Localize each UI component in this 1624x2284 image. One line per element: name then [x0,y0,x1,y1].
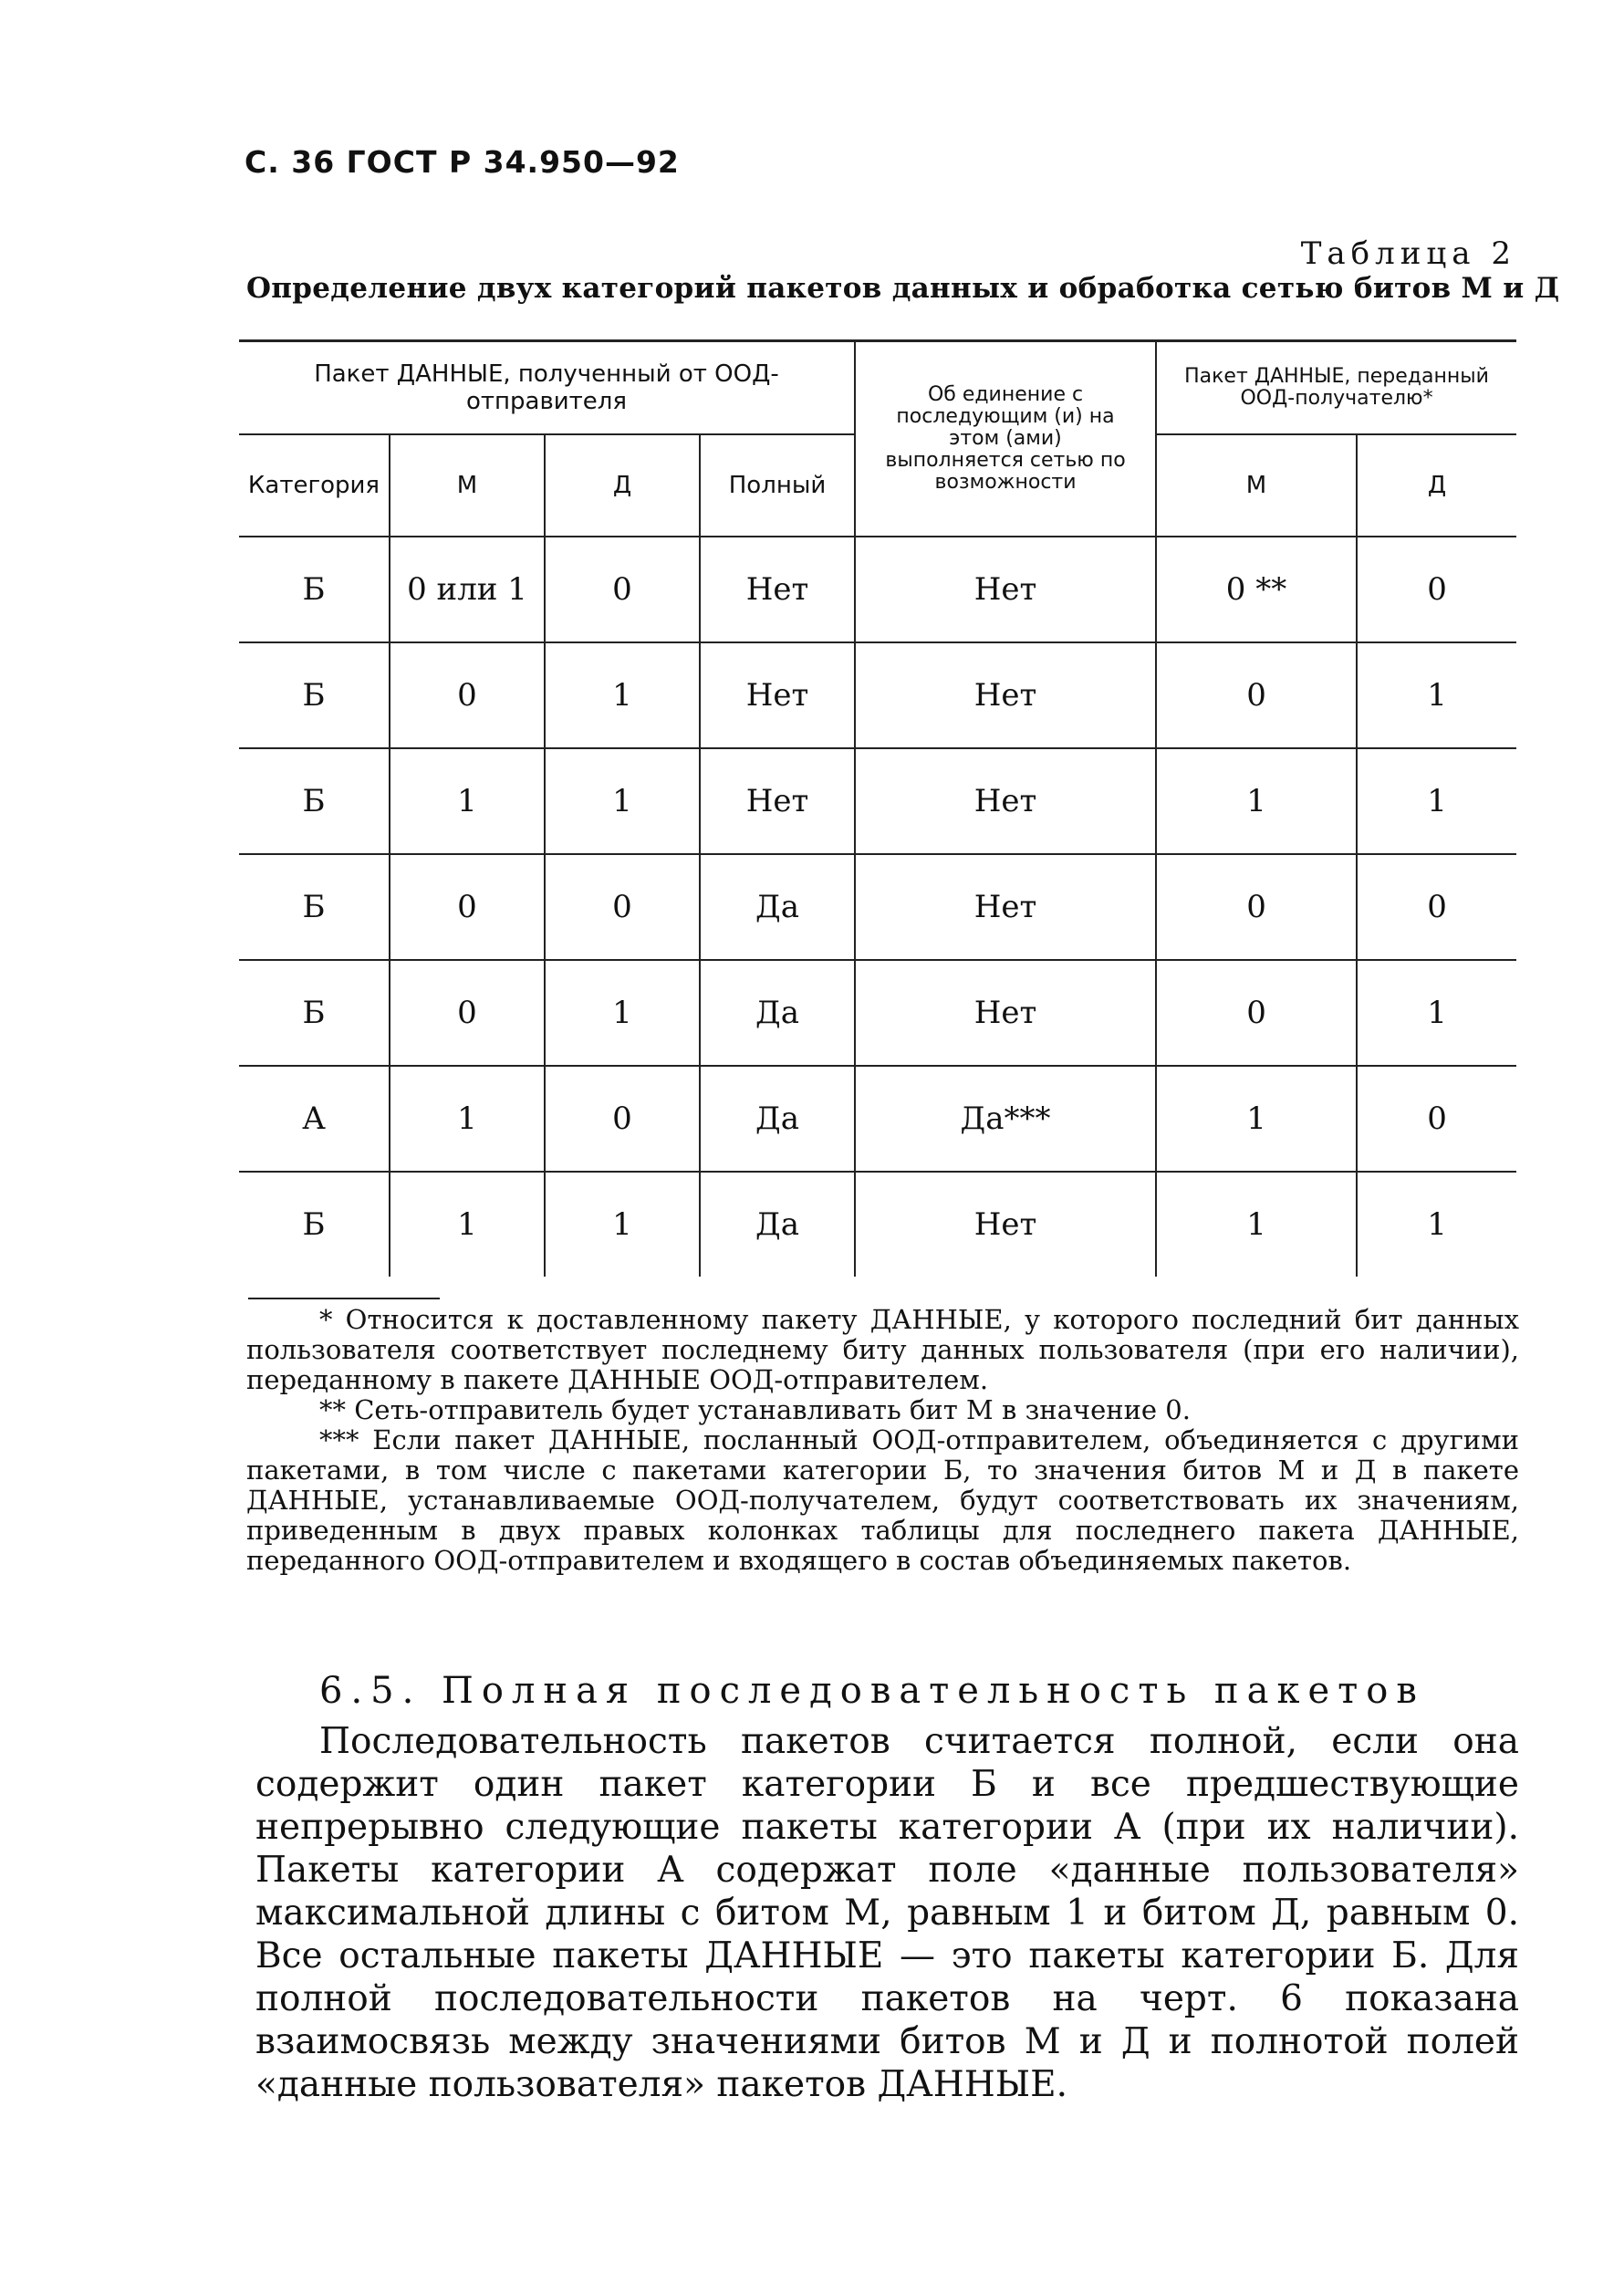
cell-category: Б [239,1172,390,1277]
section-body [255,1720,1519,2106]
cell-m: 0 [390,960,545,1066]
cell-d-receiver: 0 [1357,1066,1516,1172]
header-full: Полный [700,434,855,537]
footnote-divider [248,1298,440,1299]
cell-d-receiver: 1 [1357,748,1516,854]
cell-m: 0 [390,854,545,960]
cell-d: 0 [545,537,700,642]
cell-m: 1 [390,1172,545,1277]
cell-merge: Нет [855,960,1156,1066]
header-m: М [390,434,545,537]
cell-m: 1 [390,1066,545,1172]
cell-d-receiver: 0 [1357,854,1516,960]
cell-category: Б [239,537,390,642]
cell-full: Да [700,854,855,960]
page-header: С. 36 ГОСТ Р 34.950—92 [245,144,680,180]
cell-d-receiver: 1 [1357,642,1516,748]
footnote-2: ** Сеть-отправитель будет устанавливать бит М в значение 0. [319,1394,1191,1425]
packet-category-table [239,339,1516,1277]
section-paragraph: Последовательность пакетов считается полной, если она содержит один пакет категории Б и все предшествующие непрерывно следующие пакеты категории А (при их наличии). Пакеты категории А содержат поле «данные пользователя» максимальной длины с битом М, равным 1 и битом Д, равным 0. Все остальные пакеты ДАННЫЕ — это пакеты категории Б. Для полной последовательности пакетов на черт. 6 показана взаимосвязь между значениями битов М и Д и полнотой полей «данные пользователя» пакетов ДАННЫЕ. [255,1721,1519,2105]
footnote-3: *** Если пакет ДАННЫЕ, посланный ООД-отправителем, объединяется с другими пакетами, в том числе с пакетами категории Б, то значения битов М и Д в пакете ДАННЫЕ, устанавливаемые ООД-получателем, будут соответствовать их значениям, приведенным в двух правых колонках таблицы для последнего пакета ДАННЫЕ, переданного ООД-отправителем и входящего в состав объединяемых пакетов. [246,1424,1519,1576]
cell-category: Б [239,748,390,854]
cell-m-receiver: 0 ** [1156,537,1357,642]
header-m-receiver: М [1156,434,1357,537]
header-d: Д [545,434,700,537]
cell-full: Нет [700,748,855,854]
table-row [239,1172,1516,1277]
cell-m: 0 или 1 [390,537,545,642]
cell-d: 1 [545,960,700,1066]
cell-full: Нет [700,537,855,642]
table-row [239,1066,1516,1172]
cell-merge: Нет [855,1172,1156,1277]
cell-d: 0 [545,1066,700,1172]
cell-d: 1 [545,642,700,748]
table-row [239,537,1516,642]
cell-full: Нет [700,642,855,748]
table-row [239,748,1516,854]
cell-d-receiver: 1 [1357,1172,1516,1277]
cell-m: 1 [390,748,545,854]
cell-full: Да [700,960,855,1066]
cell-d: 0 [545,854,700,960]
cell-m-receiver: 0 [1156,960,1357,1066]
table-title: Определение двух категорий пакетов данных и обработка сетью битов М и Д [246,272,1560,305]
cell-full: Да [700,1066,855,1172]
header-d-receiver: Д [1357,434,1516,537]
table-row [239,642,1516,748]
cell-category: А [239,1066,390,1172]
table-row [239,960,1516,1066]
cell-merge: Да*** [855,1066,1156,1172]
footnote-1: * Относится к доставленному пакету ДАННЫЕ, у которого последний бит данных пользователя соответствует последнему биту данных пользователя (при его наличии), переданному в пакете ДАННЫЕ ООД-отправителем. [246,1304,1519,1395]
header-sender-group: Пакет ДАННЫЕ, полученный от ООД-отправителя [239,341,855,435]
cell-category: Б [239,642,390,748]
cell-m-receiver: 1 [1156,1172,1357,1277]
cell-m-receiver: 0 [1156,642,1357,748]
cell-d: 1 [545,748,700,854]
header-merge-group: Об единение с последующим (и) на этом (ами) выполняется сетью по возможности [855,341,1156,537]
cell-d-receiver: 1 [1357,960,1516,1066]
table-label: Таблица 2 [1300,235,1516,272]
cell-m-receiver: 1 [1156,1066,1357,1172]
cell-merge: Нет [855,748,1156,854]
cell-d-receiver: 0 [1357,537,1516,642]
cell-merge: Нет [855,642,1156,748]
cell-merge: Нет [855,854,1156,960]
header-receiver-group: Пакет ДАННЫЕ, переданный ООД-получателю* [1156,341,1516,435]
cell-full: Да [700,1172,855,1277]
table-row [239,854,1516,960]
footnotes [246,1305,1519,1576]
section-title: 6.5. Полная последовательность пакетов [319,1670,1425,1712]
cell-m-receiver: 0 [1156,854,1357,960]
cell-m: 0 [390,642,545,748]
cell-m-receiver: 1 [1156,748,1357,854]
cell-category: Б [239,854,390,960]
cell-d: 1 [545,1172,700,1277]
cell-category: Б [239,960,390,1066]
header-category: Категория [239,434,390,537]
cell-merge: Нет [855,537,1156,642]
